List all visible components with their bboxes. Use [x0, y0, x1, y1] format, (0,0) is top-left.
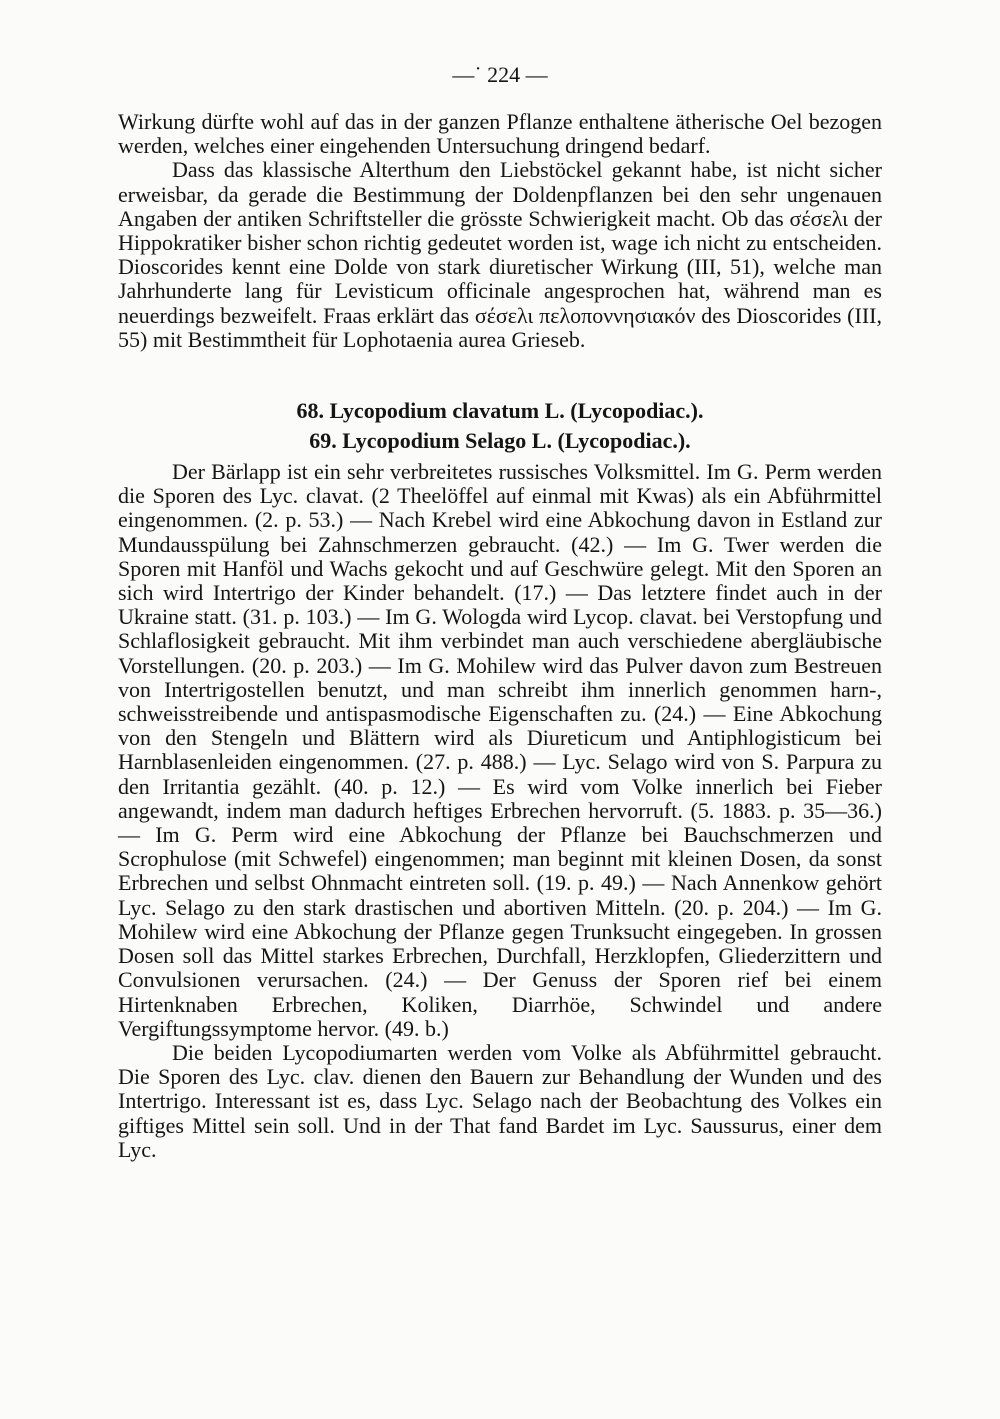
page-body: [118, 62, 882, 1162]
paragraph-summary: Die beiden Lycopodiumarten werden vom Volke als Abführmittel gebraucht. Die Sporen des Lyc. clav. dienen den Bauern zur Behandlung der Wunden und des Intertrigo. Interessant ist es, dass Lyc. Selago nach der Beobachtung des Volkes ein giftiges Mittel sein soll. Und in der That fand Bardet im Lyc. Saussurus, einer dem Lyc.: [118, 1039, 882, 1162]
paragraph-continued: Wirkung dürfte wohl auf das in der ganzen Pflanze enthaltene ätherische Oel bezogen werden, welches einer eingehenden Untersuchung dringend bedarf.: [118, 109, 882, 159]
section-heading-block: [118, 396, 882, 456]
paragraph-folk-medicine: Der Bärlapp ist ein sehr verbreitetes russisches Volksmittel. Im G. Perm werden die Sporen des Lyc. clavat. (2 Theelöffel auf einmal mit Kwas) als ein Abführmittel eingenommen. (2. p. 53.) — Nach Krebel wird eine Abkochung davon in Estland zur Mundausspülung bei Zahnschmerzen gebraucht. (42.) — Im G. Twer werden die Sporen mit Hanföl und Wachs gekocht und auf Geschwüre gelegt. Mit den Sporen an sich wird Intertrigo der Kinder behandelt. (17.) — Das letztere findet auch in der Ukraine statt. (31. p. 103.) — Im G. Wologda wird Lycop. clavat. bei Verstopfung und Schlaflosigkeit gebraucht. Mit ihm verbindet man auch verschiedene abergläubische Vorstellungen. (20. p. 203.) — Im G. Mohilew wird das Pulver davon zum Bestreuen von Intertrigostellen benutzt, und man schreibt ihm innerlich genommen harn-, schweisstreibende und antispasmodische Eigenschaften zu. (24.) — Eine Abkochung von den Stengeln und Blättern wird als Diureticum und Antiphlogisticum bei Harnblasenleiden eingenommen. (27. p. 488.) — Lyc. Selago wird von S. Parpura zu den Irritantia gezählt. (40. p. 12.) — Es wird vom Volke innerlich bei Fieber angewandt, indem man dadurch heftiges Erbrechen hervorruft. (5. 1883. p. 35—36.) — Im G. Perm wird eine Abkochung der Pflanze bei Bauchschmerzen und Scrophulose (mit Schwefel) eingenommen; man beginnt mit kleinen Dosen, da sonst Erbrechen und selbst Ohnmacht eintreten soll. (19. p. 49.) — Nach Annenkow gehört Lyc. Selago zu den stark drastischen und abortiven Mitteln. (20. p. 204.) — Im G. Mohilew wird eine Abkochung der Pflanze gegen Trunksucht eingegeben. In grossen Dosen soll das Mittel starkes Erbrechen, Durchfall, Herzklopfen, Gliederzittern und Convulsionen verursachen. (24.) — Der Genuss der Sporen rief bei einem Hirtenknaben Erbrechen, Koliken, Diarrhöe, Schwindel und andere Vergiftungssymptome hervor. (49. b.): [118, 459, 882, 1041]
section-heading-selago: 69. Lycopodium Selago L. (Lycopodiac.).: [309, 428, 691, 454]
paragraph-antiquity: Dass das klassische Alterthum den Liebstöckel gekannt habe, ist nicht sicher erweisbar, da gerade die Bestimmung der Doldenpflanzen bei den sehr ungenauen Angaben der antiken Schriftsteller die grösste Schwierigkeit macht. Ob das σέσελι der Hippokratiker bisher schon richtig gedeutet worden ist, wage ich nicht zu entscheiden. Dioscorides kennt eine Dolde von stark diuretischer Wirkung (III, 51), welche man Jahrhunderte lang für Levisticum officinale angesprochen hat, während man es neuerdings bezweifelt. Fraas erklärt das σέσελι πελοποννησιακόν des Dioscorides (III, 55) mit Bestimmtheit für Lophotaenia aurea Grieseb.: [118, 157, 882, 352]
section-heading-clavatum: 68. Lycopodium clavatum L. (Lycopodiac.).: [296, 398, 704, 424]
section-gap: [118, 352, 882, 396]
page-number: —˙ 224 —: [452, 62, 548, 87]
